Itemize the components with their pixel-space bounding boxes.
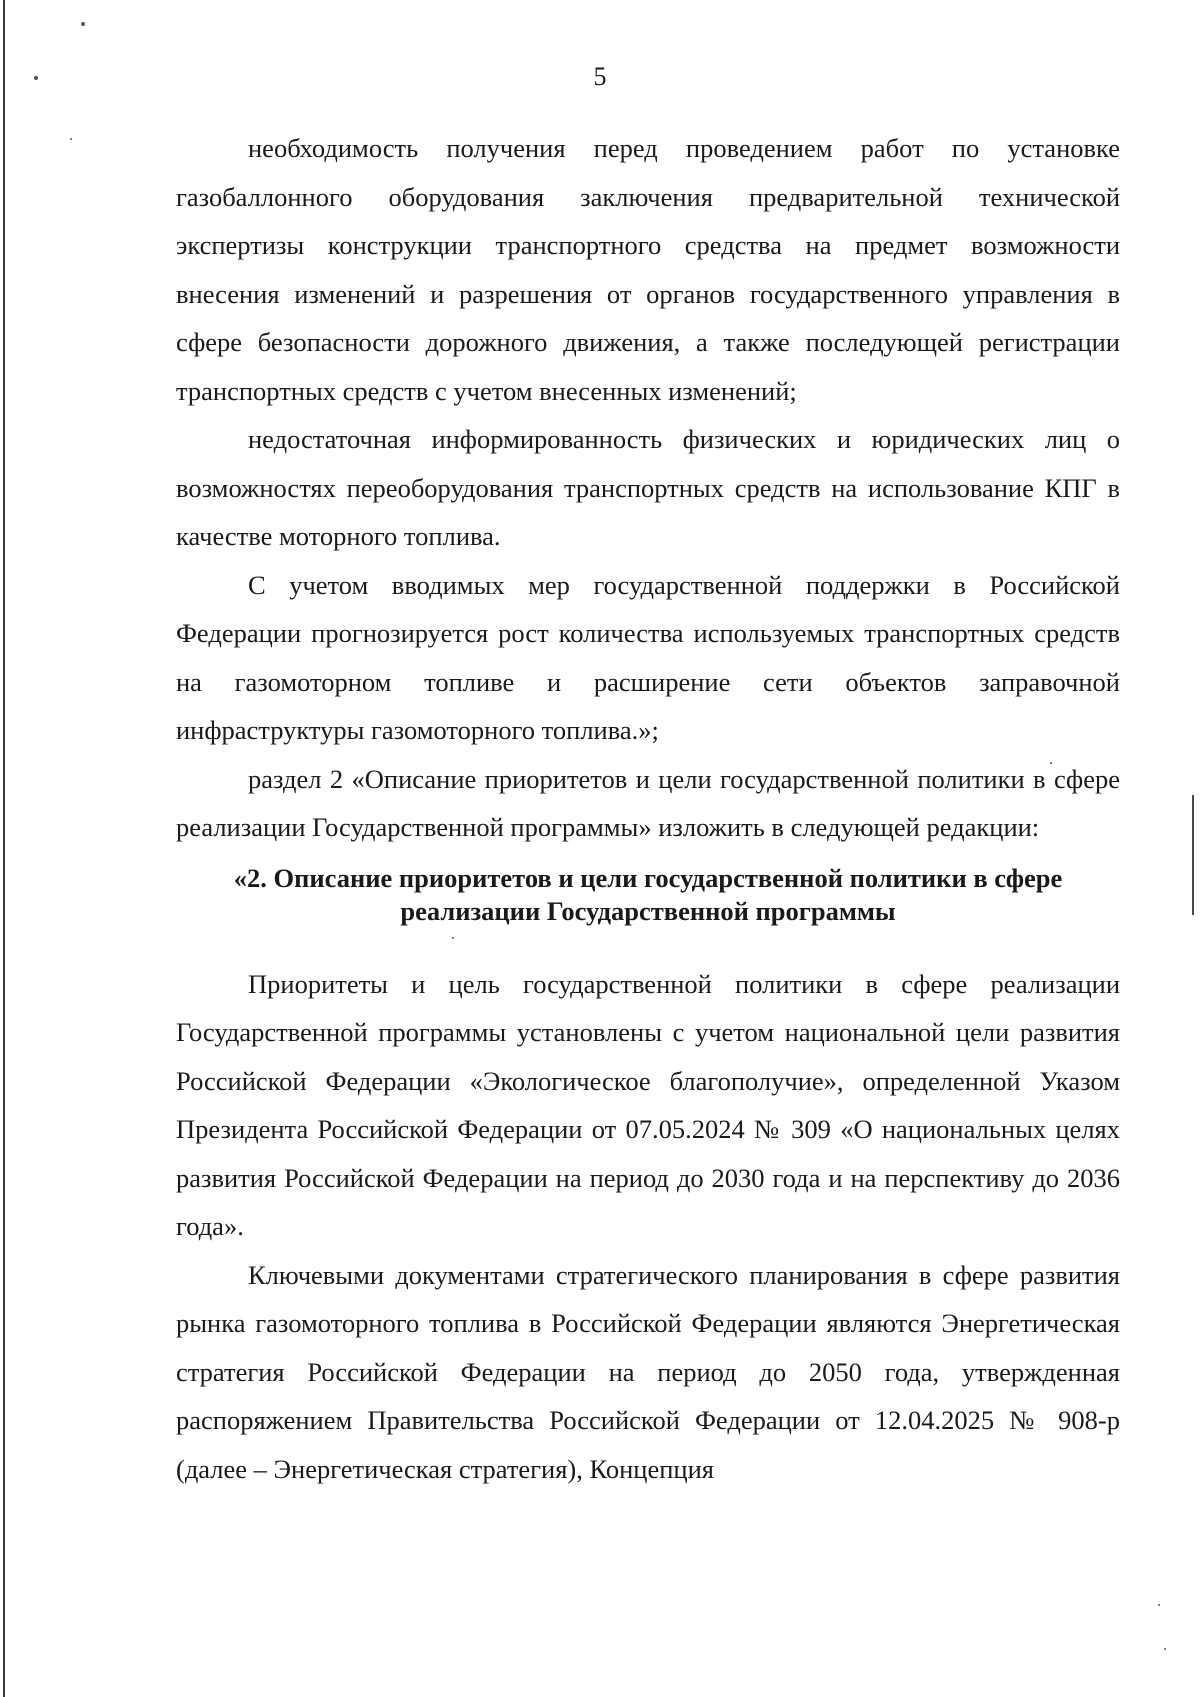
page-left-edge <box>3 0 5 1697</box>
scan-speck <box>1164 1648 1166 1650</box>
scan-speck <box>1158 1604 1160 1606</box>
section-heading-line: реализации Государственной программы <box>400 895 896 926</box>
section-heading <box>176 852 1120 960</box>
paragraph: необходимость получения перед проведением работ по установке газобаллонного оборудования заключения предварительной технической экспертизы конструкции транспортного средства на предмет возможности внесения изменений и разрешения от органов государственного управления в сфере безопасности дорожного движения, а также последующей регистрации транспортных средств с учетом внесенных изменений; <box>176 133 1120 406</box>
paragraph: Ключевыми документами стратегического планирования в сфере развития рынка газомоторного топлива в Российской Федерации являются Энергетическая стратегия Российской Федерации на период до 2050 года, утвержденная распоряжением Правительства Российской Федерации от 12.04.2025 № 908-р (далее – Энергетическая стратегия), Концепция <box>176 1259 1120 1484</box>
document-body <box>176 124 1120 1493</box>
scan-speck <box>81 22 85 26</box>
paragraph: С учетом вводимых мер государственной поддержки в Российской Федерации прогнозируется рост количества используемых транспортных средств на газомоторном топливе и расширение сети объектов заправочной инфраструктуры газомоторного топлива.»; <box>176 569 1120 745</box>
paragraph: Приоритеты и цель государственной политики в сфере реализации Государственной программы установлены с учетом национальной цели развития Российской Федерации «Экологическое благополучие», определенной Указом Президента Российской Федерации от 07.05.2024 № 309 «О национальных целях развития Российской Федерации на период до 2030 года и на перспективу до 2036 года». <box>176 968 1120 1241</box>
section-heading-line: «2. Описание приоритетов и цели государственной политики в сфере <box>233 862 1063 893</box>
paragraph: недостаточная информированность физических и юридических лиц о возможностях переоборудования транспортных средств на использование КПГ в качестве моторного топлива. <box>176 424 1120 551</box>
page-right-edge-mark <box>1192 795 1194 915</box>
paragraph: раздел 2 «Описание приоритетов и цели государственной политики в сфере реализации Государственной программы» изложить в следующей редакции: <box>176 763 1120 842</box>
scan-speck <box>70 138 72 140</box>
page-number: 5 <box>593 62 607 91</box>
